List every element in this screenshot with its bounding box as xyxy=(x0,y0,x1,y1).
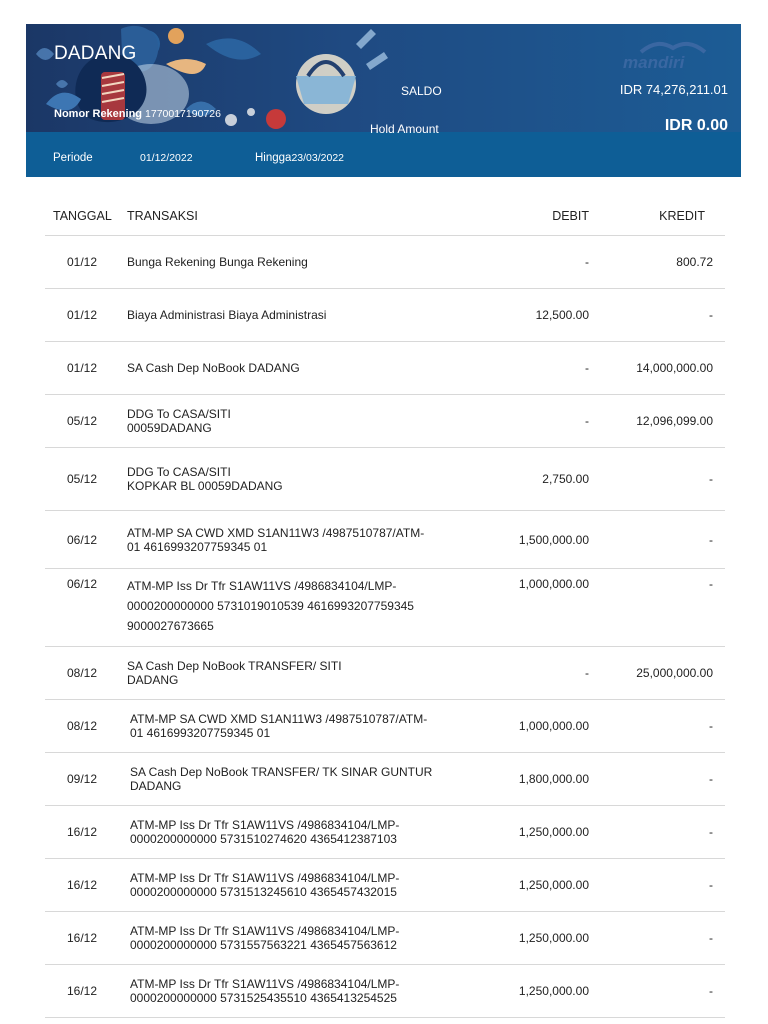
row-credit: 14,000,000.00 xyxy=(636,361,713,375)
row-description-line: ATM-MP SA CWD XMD S1AN11W3 /4987510787/ATM- xyxy=(127,525,425,540)
row-description xyxy=(127,526,467,554)
row-credit: - xyxy=(709,719,713,733)
account-number-value: 1770017190726 xyxy=(145,108,221,120)
row-description-line: KOPKAR BL 00059DADANG xyxy=(127,479,283,493)
row-description xyxy=(130,977,470,1005)
row-credit: - xyxy=(709,577,713,591)
row-description-line: 01 4616993207759345 01 xyxy=(127,539,268,554)
row-debit: - xyxy=(585,361,589,375)
row-description-line: 0000200000000 5731019010539 4616993207759345 xyxy=(127,599,414,613)
statement-header-banner xyxy=(26,24,741,177)
row-description-line: 0000200000000 5731513245610 4365457432015 xyxy=(130,885,397,899)
column-header-debit: DEBIT xyxy=(552,209,589,223)
row-credit: 25,000,000.00 xyxy=(636,666,713,680)
row-description-line: ATM-MP Iss Dr Tfr S1AW11VS /4986834104/LMP- xyxy=(130,818,400,832)
row-debit: - xyxy=(585,255,589,269)
row-date: 01/12 xyxy=(67,255,98,269)
row-description-line: DADANG xyxy=(127,673,179,687)
row-credit: - xyxy=(709,472,713,486)
row-description-line: DDG To CASA/SITI xyxy=(127,407,231,421)
row-description xyxy=(130,712,470,740)
row-date: 08/12 xyxy=(67,719,98,733)
hold-amount-label: Hold Amount xyxy=(370,122,439,136)
row-description xyxy=(127,361,467,375)
period-end-date: 23/03/2022 xyxy=(291,152,345,164)
row-description-line: ATM-MP Iss Dr Tfr S1AW11VS /4986834104/LMP- xyxy=(130,871,400,885)
row-description xyxy=(130,765,470,793)
row-credit: - xyxy=(709,308,713,322)
row-debit: 1,500,000.00 xyxy=(518,532,589,547)
row-debit: 12,500.00 xyxy=(535,308,589,322)
row-date: 16/12 xyxy=(67,931,98,945)
bank-logo-wave-icon xyxy=(633,40,725,54)
row-debit: 1,250,000.00 xyxy=(518,825,589,839)
row-description-line: ATM-MP Iss Dr Tfr S1AW11VS /4986834104/LMP- xyxy=(130,924,400,938)
row-debit: - xyxy=(585,666,589,680)
row-description xyxy=(127,576,467,636)
row-debit: 1,000,000.00 xyxy=(518,719,589,733)
row-date: 06/12 xyxy=(67,577,98,591)
row-credit: - xyxy=(709,532,713,547)
row-description xyxy=(130,871,470,899)
row-description-line: Biaya Administrasi Biaya Administrasi xyxy=(127,308,327,322)
row-description-line: 01 4616993207759345 01 xyxy=(130,726,271,740)
row-description xyxy=(127,308,467,322)
transaction-table xyxy=(45,196,725,1018)
table-row xyxy=(45,395,725,448)
row-debit: 1,000,000.00 xyxy=(518,577,589,591)
row-date: 16/12 xyxy=(67,825,98,839)
row-credit: - xyxy=(709,984,713,998)
row-description-line: Bunga Rekening Bunga Rekening xyxy=(127,255,308,269)
row-credit: - xyxy=(709,878,713,892)
row-debit: - xyxy=(585,414,589,428)
row-description-line: ATM-MP Iss Dr Tfr S1AW11VS /4986834104/LMP- xyxy=(130,977,400,991)
account-number-label: Nomor Rekening xyxy=(54,108,143,120)
table-header xyxy=(45,196,725,236)
row-debit: 2,750.00 xyxy=(542,472,589,486)
period-start-date: 01/12/2022 xyxy=(140,152,193,164)
row-description-line: 0000200000000 5731510274620 4365412387103 xyxy=(130,832,397,846)
row-debit: 1,250,000.00 xyxy=(518,931,589,945)
balance-label: SALDO xyxy=(401,84,442,98)
row-debit: 1,250,000.00 xyxy=(518,878,589,892)
row-credit: - xyxy=(709,772,713,786)
row-credit: - xyxy=(709,931,713,945)
row-date: 16/12 xyxy=(67,878,98,892)
table-row xyxy=(45,647,725,700)
row-description xyxy=(127,407,467,435)
row-description-line: SA Cash Dep NoBook TRANSFER/ TK SINAR GUNTUR xyxy=(130,765,433,779)
account-holder-name: DADANG xyxy=(54,43,137,64)
period-end xyxy=(255,152,344,164)
table-row xyxy=(45,700,725,753)
row-date: 09/12 xyxy=(67,772,98,786)
table-row xyxy=(45,806,725,859)
row-description-line: DADANG xyxy=(130,779,182,793)
row-date: 05/12 xyxy=(67,414,98,428)
row-description-line: 00059DADANG xyxy=(127,421,212,435)
row-credit: - xyxy=(709,825,713,839)
row-date: 16/12 xyxy=(67,984,98,998)
row-description-line: 9000027673665 xyxy=(127,619,214,633)
row-date: 06/12 xyxy=(67,532,98,547)
row-description-line: DDG To CASA/SITI xyxy=(127,465,231,479)
table-row xyxy=(45,753,725,806)
row-description-line: SA Cash Dep NoBook DADANG xyxy=(127,361,300,375)
column-header-credit: KREDIT xyxy=(659,209,705,223)
row-description xyxy=(127,465,467,493)
period-to-label: Hingga xyxy=(255,152,292,164)
row-description xyxy=(127,255,467,269)
row-date: 01/12 xyxy=(67,308,98,322)
column-header-date: TANGGAL xyxy=(53,209,112,223)
row-debit: 1,800,000.00 xyxy=(518,772,589,786)
row-credit: 800.72 xyxy=(676,255,713,269)
table-row xyxy=(45,289,725,342)
table-row xyxy=(45,342,725,395)
row-description-line: SA Cash Dep NoBook TRANSFER/ SITI xyxy=(127,659,342,673)
row-description-line: 0000200000000 5731557563221 4365457563612 xyxy=(130,938,397,952)
table-row xyxy=(45,236,725,289)
row-description-line: ATM-MP SA CWD XMD S1AN11W3 /4987510787/ATM- xyxy=(130,712,428,726)
table-row xyxy=(45,912,725,965)
period-strip xyxy=(26,132,741,177)
row-date: 01/12 xyxy=(67,361,98,375)
row-description xyxy=(127,659,467,687)
row-date: 05/12 xyxy=(67,472,98,486)
bank-logo xyxy=(623,40,715,72)
table-row xyxy=(45,448,725,511)
row-description xyxy=(130,924,470,952)
table-row xyxy=(45,965,725,1018)
table-body xyxy=(45,236,725,1018)
balance-value: IDR 74,276,211.01 xyxy=(619,82,728,97)
hold-amount-value: IDR 0.00 xyxy=(664,117,728,134)
account-number-row xyxy=(54,108,221,120)
period-label: Periode xyxy=(53,152,93,164)
table-row xyxy=(45,569,725,647)
row-credit: 12,096,099.00 xyxy=(636,414,713,428)
row-date: 08/12 xyxy=(67,666,98,680)
row-description-line: ATM-MP Iss Dr Tfr S1AW11VS /4986834104/LMP- xyxy=(127,579,397,593)
row-description-line: 0000200000000 5731525435510 4365413254525 xyxy=(130,991,397,1005)
table-row xyxy=(45,511,725,569)
column-header-transaction: TRANSAKSI xyxy=(127,209,198,223)
row-description xyxy=(130,818,470,846)
row-debit: 1,250,000.00 xyxy=(518,984,589,998)
table-row xyxy=(45,859,725,912)
bank-logo-text: mandiri xyxy=(623,53,685,72)
